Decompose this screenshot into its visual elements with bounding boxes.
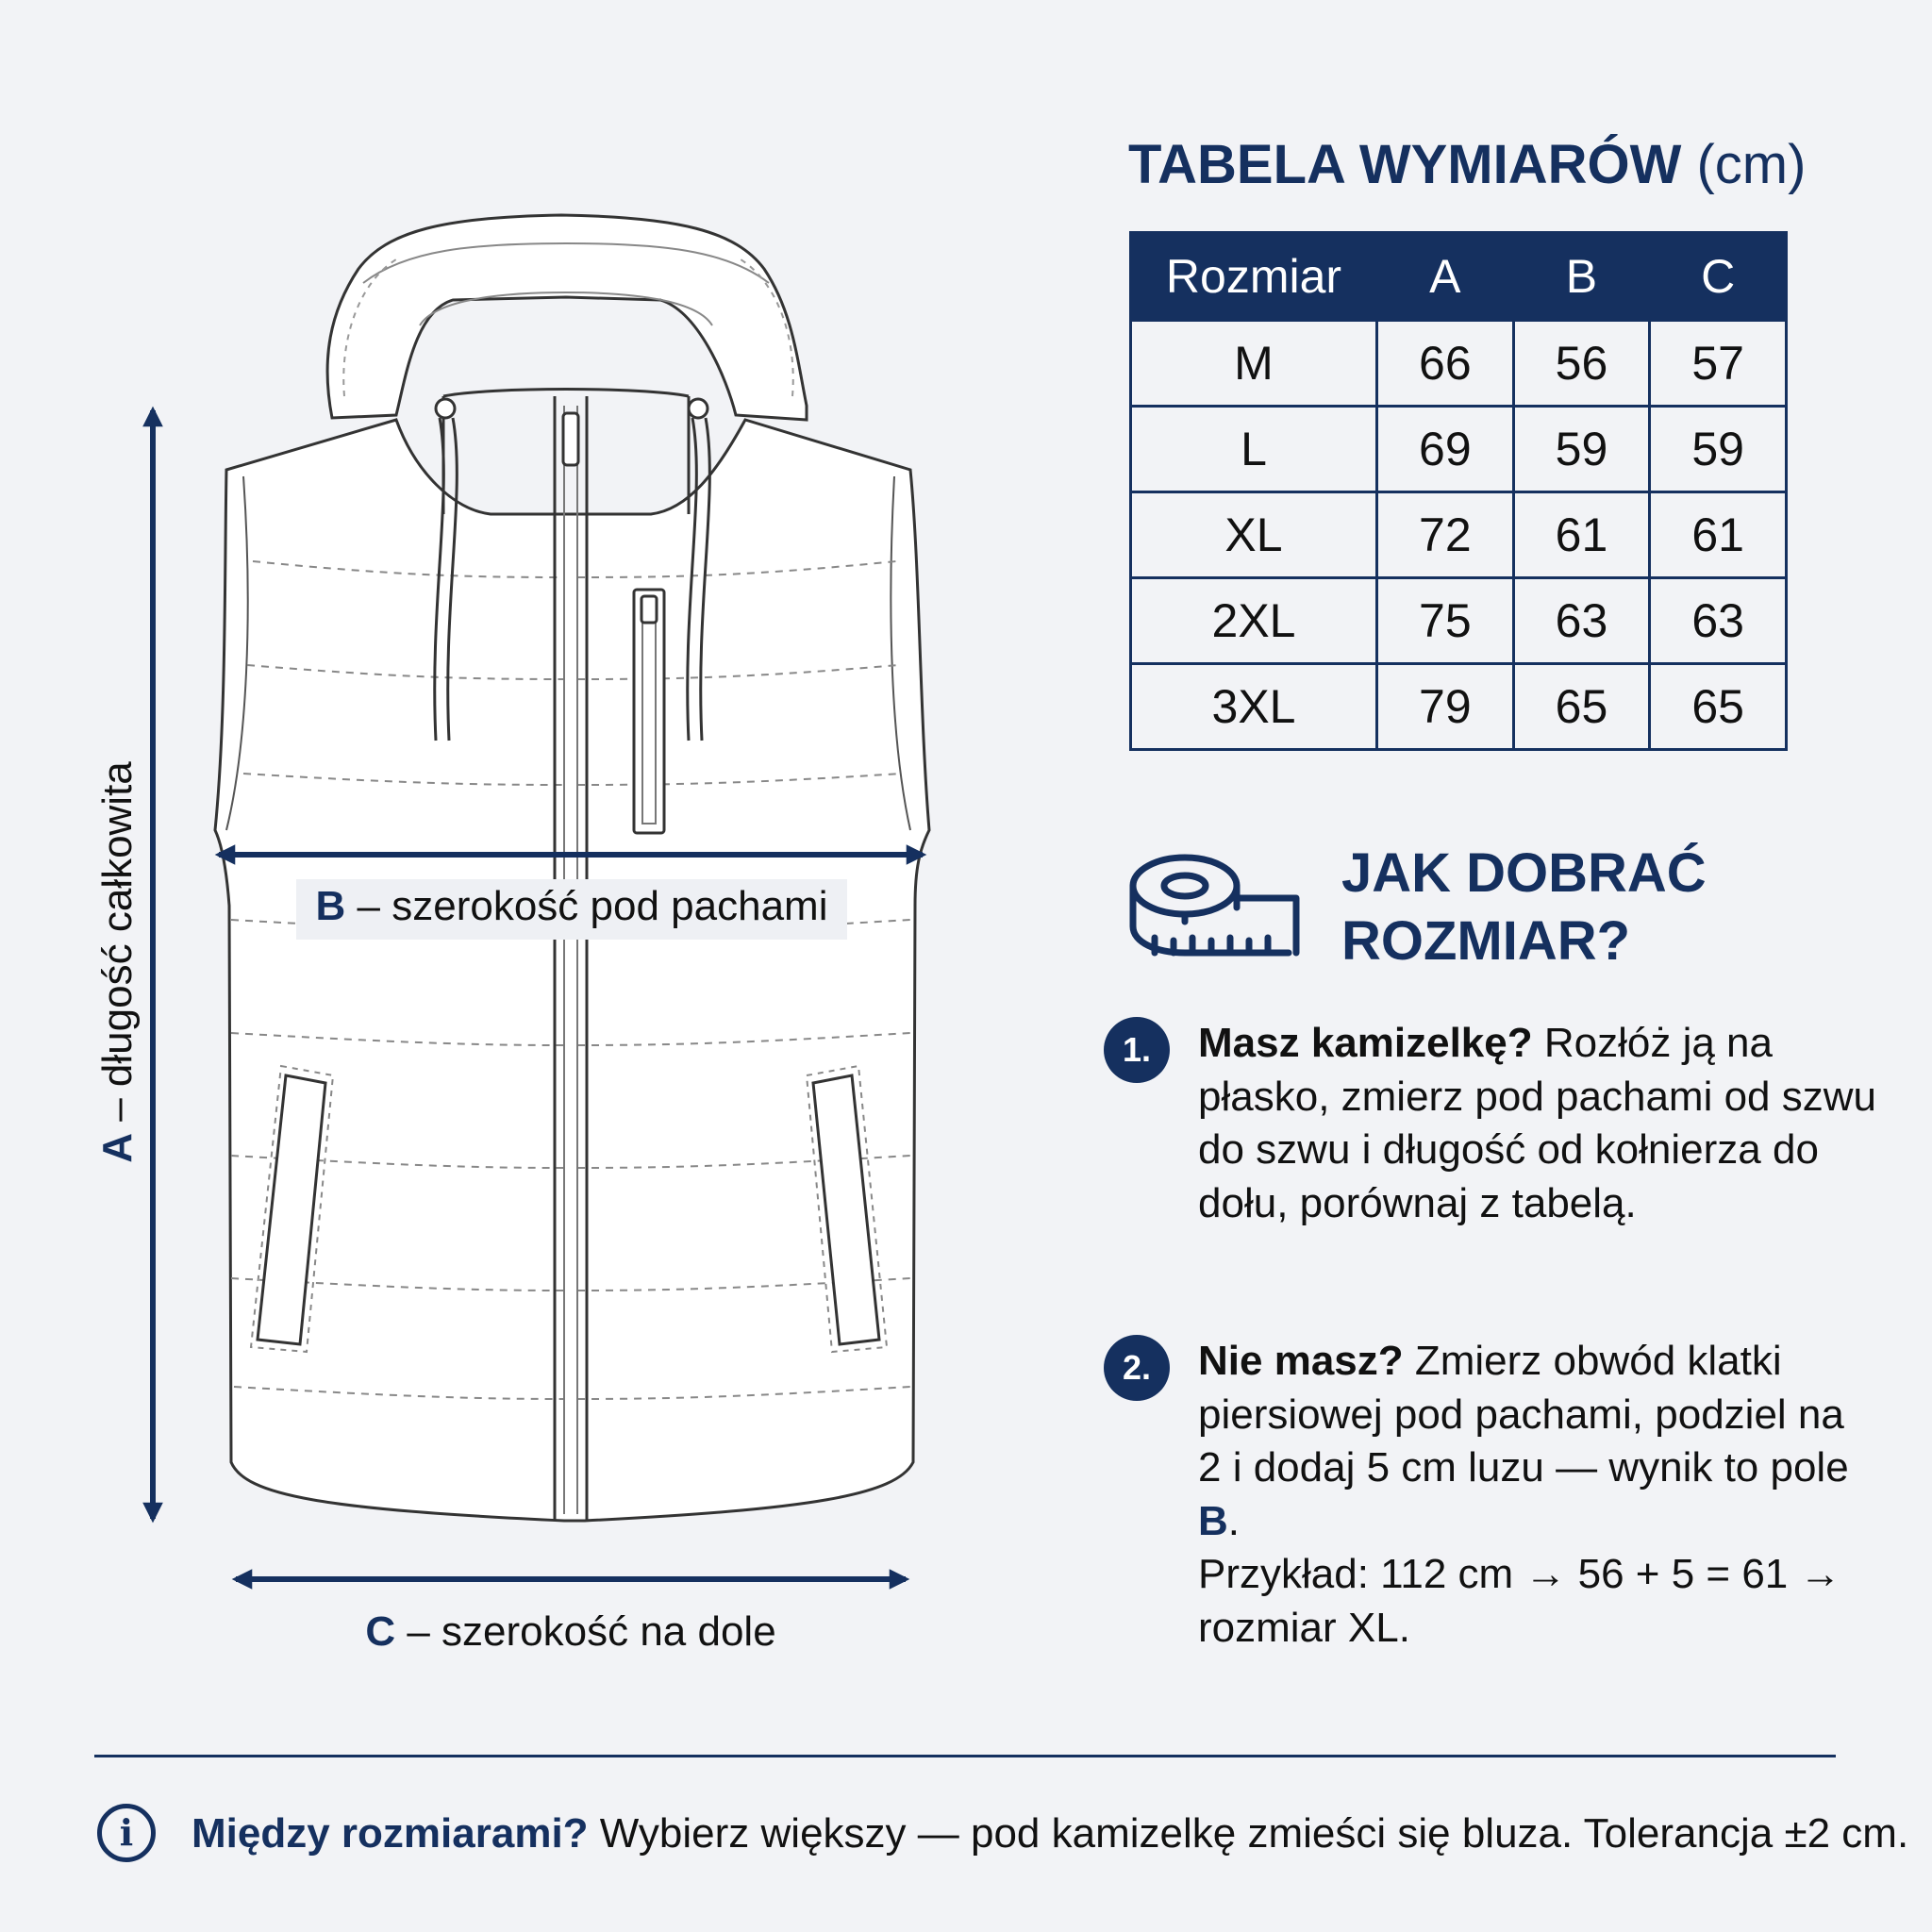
- table-row: [1131, 492, 1787, 578]
- table-title-text: TABELA WYMIARÓW: [1128, 134, 1682, 195]
- label-a: A – długość całkowita: [93, 761, 141, 1163]
- table-row: [1131, 664, 1787, 750]
- label-c: C – szerokość na dole: [365, 1608, 776, 1655]
- cell-b: 56: [1513, 321, 1650, 407]
- howto-title: [1341, 840, 1707, 975]
- step-field: B: [1198, 1497, 1228, 1544]
- table-unit: (cm): [1696, 134, 1807, 195]
- step-body-end: .: [1227, 1497, 1241, 1544]
- cell-b: 59: [1513, 407, 1650, 492]
- header-size: Rozmiar: [1131, 233, 1377, 321]
- step-text: [1198, 1017, 1877, 1230]
- cell-c: 57: [1650, 321, 1787, 407]
- header-a: A: [1377, 233, 1514, 321]
- step-number-badge: 2.: [1104, 1335, 1170, 1401]
- cell-b: 61: [1513, 492, 1650, 578]
- table-row: [1131, 321, 1787, 407]
- step-number-badge: 1.: [1104, 1017, 1170, 1083]
- info-icon: i: [97, 1804, 156, 1862]
- header-c: C: [1650, 233, 1787, 321]
- table-title: [1128, 132, 1806, 198]
- step-bold: Nie masz?: [1198, 1338, 1404, 1384]
- cell-c: 61: [1650, 492, 1787, 578]
- table-header-row: [1131, 233, 1787, 321]
- cell-size: 2XL: [1131, 578, 1377, 664]
- cell-c: 65: [1650, 664, 1787, 750]
- header-b: B: [1513, 233, 1650, 321]
- cell-size: 3XL: [1131, 664, 1377, 750]
- howto-title-line1: JAK DOBRAĆ: [1341, 842, 1707, 904]
- footer-bold: Między rozmiarami?: [192, 1810, 589, 1857]
- cell-a: 79: [1377, 664, 1514, 750]
- cell-a: 69: [1377, 407, 1514, 492]
- step-bold: Masz kamizelkę?: [1198, 1020, 1533, 1066]
- cell-size: XL: [1131, 492, 1377, 578]
- cell-a: 66: [1377, 321, 1514, 407]
- cell-a: 72: [1377, 492, 1514, 578]
- vest-diagram: [0, 0, 981, 1698]
- table-row: [1131, 407, 1787, 492]
- footer-divider: [94, 1755, 1836, 1757]
- size-table: [1129, 231, 1788, 751]
- cell-size: M: [1131, 321, 1377, 407]
- cell-size: L: [1131, 407, 1377, 492]
- cell-c: 59: [1650, 407, 1787, 492]
- label-b: B – szerokość pod pachami: [315, 883, 828, 929]
- measuring-tape-icon: [1128, 851, 1303, 959]
- cell-c: 63: [1650, 578, 1787, 664]
- step-text: [1198, 1335, 1877, 1655]
- step-body: Zmierz obwód klatki piersiowej pod pachami, podziel na 2 i dodaj 5 cm luzu — wynik to pole: [1198, 1338, 1849, 1491]
- cell-b: 63: [1513, 578, 1650, 664]
- cell-a: 75: [1377, 578, 1514, 664]
- vest-body: [215, 390, 929, 1522]
- cell-b: 65: [1513, 664, 1650, 750]
- step-example: Przykład: 112 cm → 56 + 5 = 61 → rozmiar XL.: [1198, 1551, 1841, 1651]
- chest-pocket: [634, 590, 664, 833]
- table-row: [1131, 578, 1787, 664]
- howto-title-line2: ROZMIAR?: [1341, 910, 1631, 972]
- step-body: Rozłóż ją na płasko, zmierz pod pachami od szwu do szwu i długość od kołnierza do dołu, porównaj z tabelą.: [1198, 1020, 1876, 1226]
- footer-body: Wybierz większy — pod kamizelkę zmieści się bluza. Tolerancja ±2 cm.: [588, 1810, 1909, 1857]
- footer-note: [192, 1807, 1908, 1860]
